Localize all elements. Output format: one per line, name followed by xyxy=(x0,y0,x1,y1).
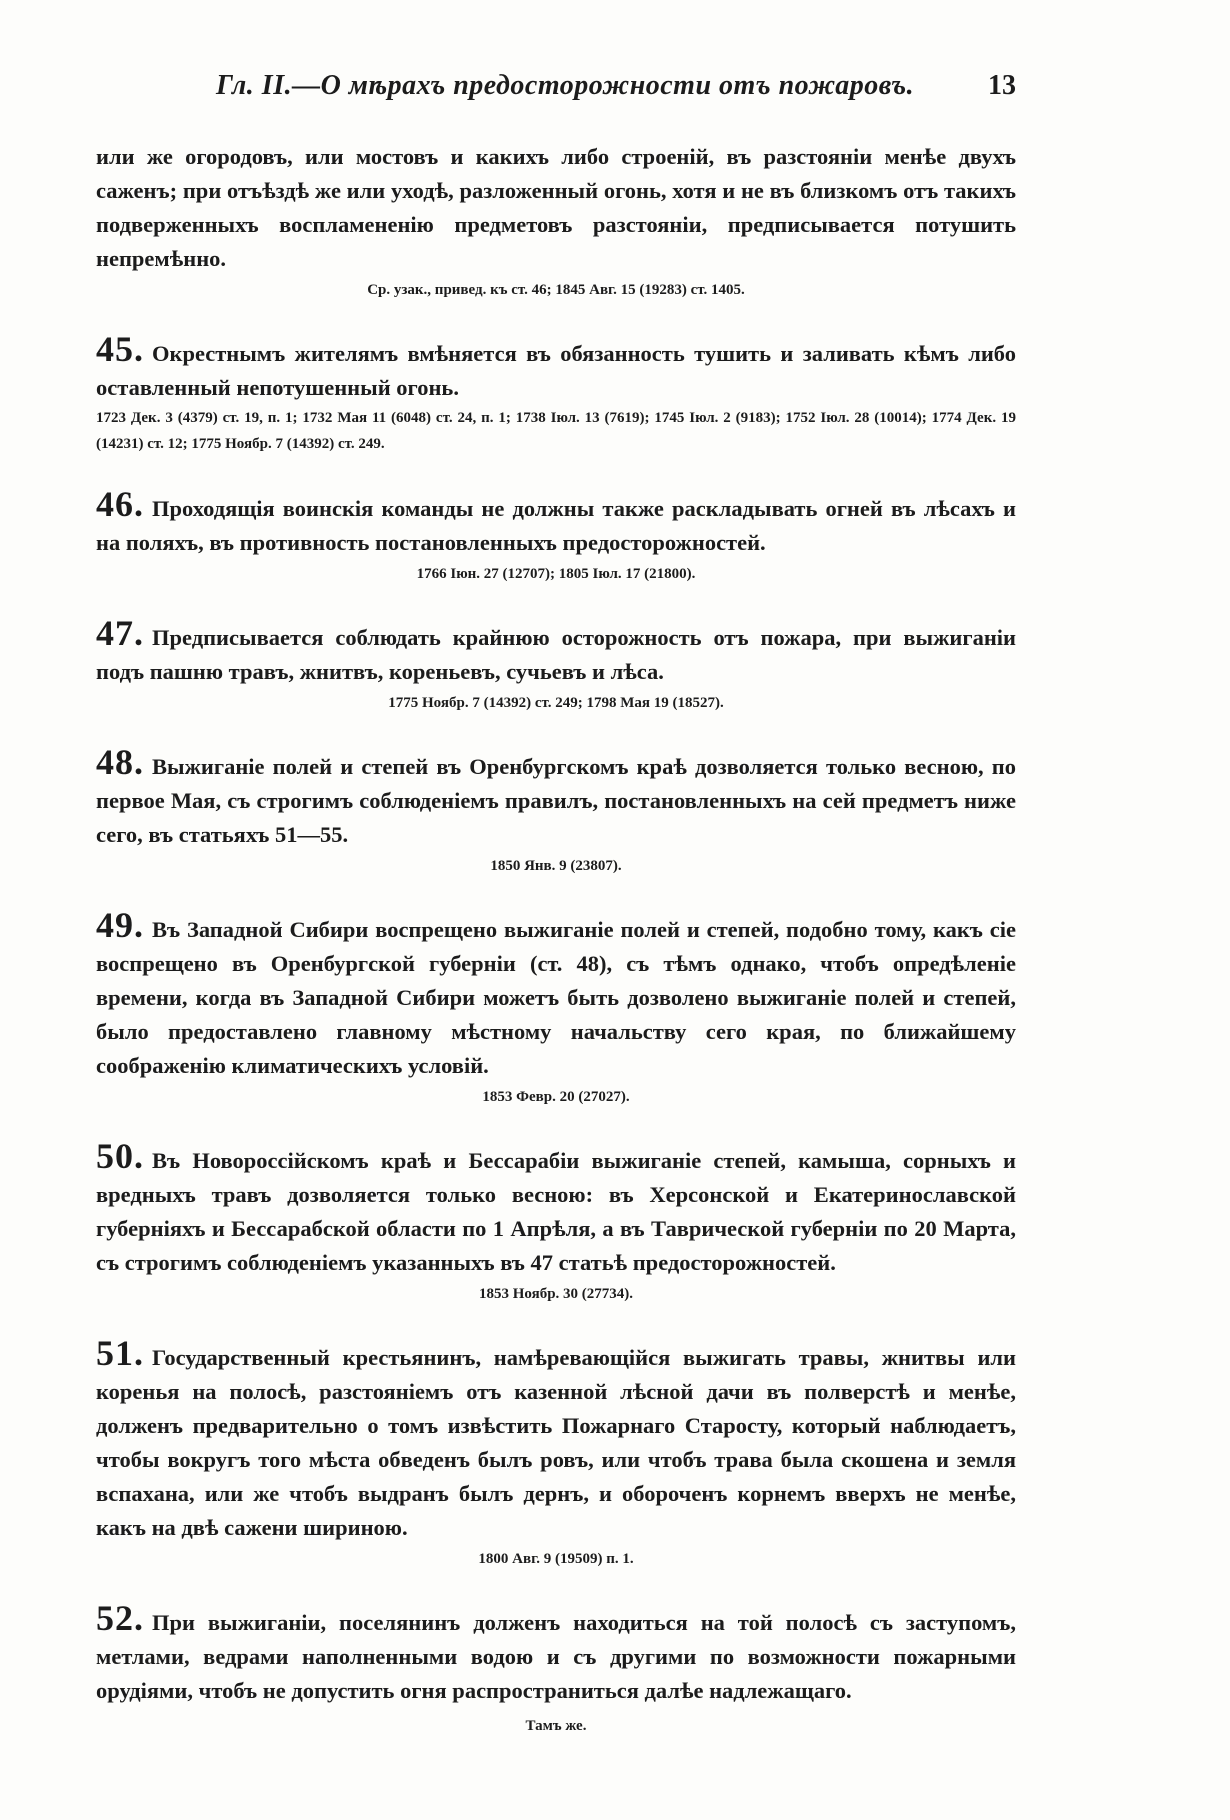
article-source: 1800 Авг. 9 (19509) п. 1. xyxy=(478,1551,634,1567)
article-number: 49. xyxy=(96,905,144,945)
article-text: Въ Западной Сибири воспрещено выжиганіе полей и степей, подобно тому, какъ сіе воспрещено въ Оренбургской губерніи (ст. 48), съ тѣмъ однако, чтобъ опредѣленіе времени, когда въ Западной Сибири можетъ быть дозволено выжиганіе полей и степей, было предоставлено главному мѣстному начальству сего края, по ближайшему соображенію климатическихъ условій. xyxy=(96,917,1016,1078)
article-source: 1766 Іюн. 27 (12707); 1805 Іюл. 17 (21800). xyxy=(416,566,696,582)
article-source: Тамъ же. xyxy=(525,1718,587,1734)
page-content xyxy=(96,140,1016,1735)
article-text: Выжиганіе полей и степей въ Оренбургскомъ краѣ дозволяется только весною, по первое Мая, съ строгимъ соблюденіемъ правилъ, постановленныхъ на сей предметъ ниже сего, въ статьяхъ 51—55. xyxy=(96,754,1016,847)
article-number: 52. xyxy=(96,1598,144,1638)
continuation-text: или же огородовъ, или мостовъ и какихъ либо строеній, въ разстояніи менѣе двухъ саженъ; при отъѣздѣ же или уходѣ, разложенный огонь, хотя и не въ близкомъ отъ такихъ подверженныхъ воспламененію предметовъ разстояніи, предписывается потушить непремѣнно. xyxy=(96,144,1016,271)
article-text: При выжиганіи, поселянинъ долженъ находиться на той полосѣ съ заступомъ, метлами, ведрами наполненными водою и съ другими по возможности пожарными орудіями, чтобъ не допустить огня распространиться далѣе надлежащаго. xyxy=(96,1610,1016,1703)
article-number: 48. xyxy=(96,742,144,782)
article-48 xyxy=(96,742,1016,878)
article-number: 45. xyxy=(96,329,144,369)
article-text: Предписывается соблюдать крайнюю осторожность отъ пожара, при выжиганіи подъ пашню травъ, жнитвъ, кореньевъ, сучьевъ и лѣса. xyxy=(96,625,1016,684)
article-source: 1853 Ноябр. 30 (27734). xyxy=(478,1286,634,1302)
article-text: Въ Новороссійскомъ краѣ и Бессарабіи выжиганіе степей, камыша, сорныхъ и вредныхъ травъ дозволяется только весною: въ Херсонской и Екатеринославской губерніяхъ и Бессарабской области по 1 Апрѣля, а въ Таврической губерніи по 20 Марта, съ строгимъ соблюденіемъ указанныхъ въ 47 статьѣ предосторожностей. xyxy=(96,1148,1016,1275)
article-number: 50. xyxy=(96,1136,144,1176)
article-45 xyxy=(96,329,1016,457)
article-source: 1723 Дек. 3 (4379) ст. 19, п. 1; 1732 Мая 11 (6048) ст. 24, п. 1; 1738 Іюл. 13 (7619); 1745 Іюл. 2 (9183); 1752 Іюл. 28 (10014); 1774 Дек. 19 (14231) ст. 12; 1775 Ноябр. 7 (14392) ст. 249. xyxy=(96,410,1016,452)
continuation-block xyxy=(96,140,1016,302)
article-source: 1850 Янв. 9 (23807). xyxy=(490,858,622,874)
article-text: Проходящія воинскія команды не должны также раскладывать огней въ лѣсахъ и на поляхъ, въ противность постановленныхъ предосторожностей. xyxy=(96,496,1016,555)
article-number: 47. xyxy=(96,613,144,653)
continuation-source: Ср. узак., привед. къ ст. 46; 1845 Авг. 15 (19283) ст. 1405. xyxy=(367,282,745,298)
article-51 xyxy=(96,1333,1016,1571)
page-header xyxy=(96,70,1016,110)
article-source: 1775 Ноябр. 7 (14392) ст. 249; 1798 Мая 19 (18527). xyxy=(388,695,724,711)
article-number: 51. xyxy=(96,1333,144,1373)
article-52 xyxy=(96,1598,1016,1735)
article-49 xyxy=(96,905,1016,1109)
article-text: Окрестнымъ жителямъ вмѣняется въ обязанность тушить и заливать кѣмъ либо оставленный непотушенный огонь. xyxy=(96,341,1016,400)
article-number: 46. xyxy=(96,484,144,524)
article-text: Государственный крестьянинъ, намѣревающійся выжигать травы, жнитвы или коренья на полосѣ, разстояніемъ отъ казенной лѣсной дачи въ полверстѣ и менѣе, долженъ предварительно о томъ извѣстить Пожарнаго Старосту, который наблюдаетъ, чтобы вокругъ того мѣста обведенъ былъ ровъ, или чтобъ трава была скошена и земля вспахана, или же чтобъ выдранъ былъ дернъ, и обороченъ корнемъ вверхъ не менѣе, какъ на двѣ сажени шириною. xyxy=(96,1345,1016,1540)
page-number: 13 xyxy=(988,70,1016,101)
article-source: 1853 Февр. 20 (27027). xyxy=(482,1089,630,1105)
article-46 xyxy=(96,484,1016,586)
running-title: Гл. II.—О мѣрахъ предосторожности отъ пожаровъ. xyxy=(216,70,915,101)
article-47 xyxy=(96,613,1016,715)
article-50 xyxy=(96,1136,1016,1306)
